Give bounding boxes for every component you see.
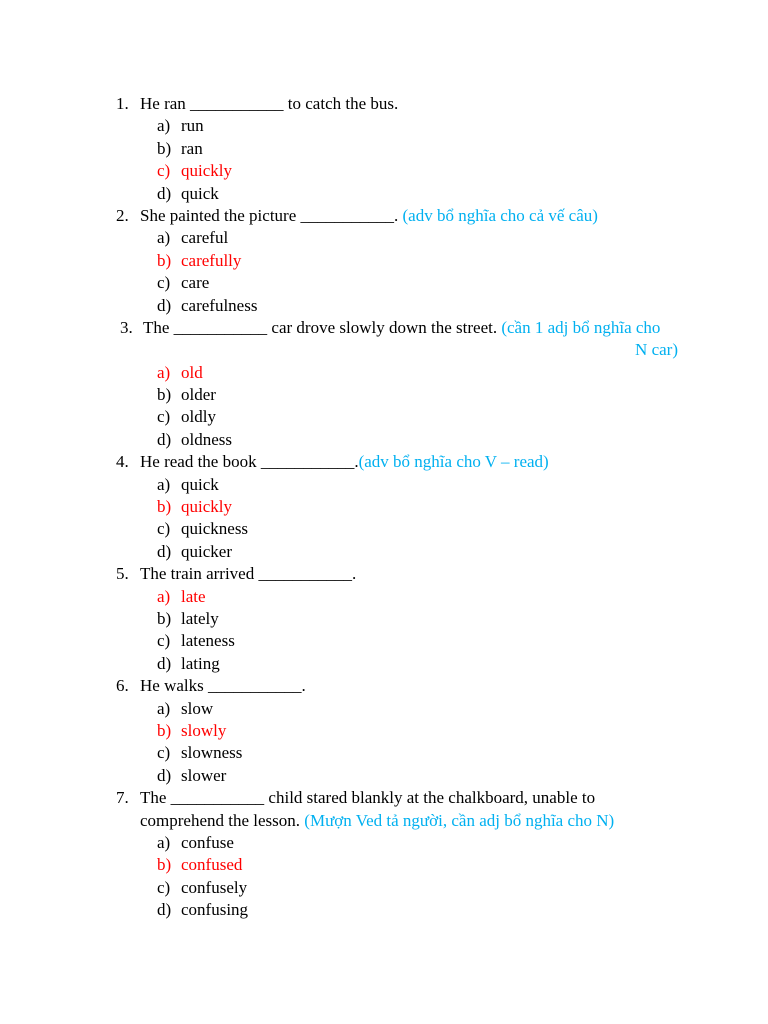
option-text: lating [181, 653, 220, 673]
option-text: older [181, 385, 216, 405]
question-number: 5. [116, 564, 129, 584]
option-text: ran [181, 138, 203, 158]
option-label: b) [157, 608, 172, 628]
option-text: run [181, 116, 204, 136]
question-text: The ___________ child stared blankly at the chalkboard, unable to [140, 788, 596, 808]
option-text: quickness [181, 519, 249, 539]
option-5a-correct [0, 586, 768, 608]
option-label: a) [157, 362, 171, 382]
option-text: confusing [181, 900, 249, 920]
option-text: confused [181, 855, 243, 875]
option-6c [0, 742, 768, 764]
option-2b-correct [0, 250, 768, 272]
question-number: 4. [116, 452, 129, 472]
option-label: b) [157, 138, 172, 158]
grammar-note: (Mượn Ved tả người, cần adj bổ nghĩa cho N) [304, 810, 615, 830]
option-label: c) [157, 407, 171, 427]
option-label: b) [157, 855, 172, 875]
option-label: d) [157, 183, 172, 203]
option-label: b) [157, 720, 172, 740]
question-list [0, 93, 768, 921]
option-text: quick [181, 474, 219, 494]
option-4b-correct [0, 496, 768, 518]
option-label: b) [157, 385, 172, 405]
option-text: quick [181, 183, 219, 203]
option-text: lately [181, 608, 219, 628]
option-label: d) [157, 295, 172, 315]
option-text: quickly [181, 161, 232, 181]
option-1b [0, 138, 768, 160]
option-label: a) [157, 474, 171, 494]
question-number: 3. [120, 317, 133, 337]
option-5b [0, 608, 768, 630]
option-label: d) [157, 429, 172, 449]
option-7d [0, 899, 768, 921]
question-text: He ran ___________ to catch the bus. [140, 94, 399, 113]
option-3d [0, 429, 768, 451]
option-5d [0, 653, 768, 675]
option-text: careful [181, 228, 229, 248]
question-5 [0, 563, 768, 585]
option-5c [0, 630, 768, 652]
option-text: slow [181, 698, 214, 718]
option-2d [0, 295, 768, 317]
grammar-note: (adv bổ nghĩa cho cả vế câu) [402, 205, 598, 225]
option-3a-correct [0, 362, 768, 384]
question-text: He read the book ___________. [140, 452, 359, 472]
option-1a [0, 115, 768, 137]
option-label: d) [157, 653, 172, 673]
option-label: b) [157, 250, 172, 270]
option-7b-correct [0, 854, 768, 876]
option-text: slower [181, 765, 227, 785]
option-label: c) [157, 877, 171, 897]
option-7a [0, 832, 768, 854]
option-label: b) [157, 497, 172, 517]
option-2c [0, 272, 768, 294]
option-label: d) [157, 765, 172, 785]
option-text: confuse [181, 832, 234, 852]
grammar-note-continued: N car) [635, 340, 678, 360]
question-6 [0, 675, 768, 697]
option-label: a) [157, 228, 171, 248]
option-text: slowness [181, 743, 243, 763]
question-text: She painted the picture ___________. [140, 205, 399, 225]
option-text: carefully [181, 250, 242, 270]
question-7 [0, 787, 768, 809]
option-text: old [181, 362, 203, 382]
question-text: He walks ___________. [140, 676, 306, 696]
option-label: c) [157, 743, 171, 763]
option-label: d) [157, 541, 172, 561]
option-label: a) [157, 116, 171, 136]
option-label: a) [157, 586, 171, 606]
option-1d [0, 183, 768, 205]
option-label: a) [157, 698, 171, 718]
option-2a [0, 227, 768, 249]
question-2 [0, 205, 768, 227]
question-3 [0, 317, 768, 339]
question-number: 1. [116, 94, 129, 113]
option-text: lateness [181, 631, 235, 651]
grammar-note: (cần 1 adj bổ nghĩa cho [501, 317, 661, 337]
option-text: quickly [181, 497, 232, 517]
question-7-continued [0, 810, 768, 832]
question-text-continued: comprehend the lesson. [140, 810, 301, 830]
option-4d [0, 541, 768, 563]
option-text: care [181, 273, 210, 293]
option-text: slowly [181, 720, 227, 740]
option-6b-correct [0, 720, 768, 742]
option-7c [0, 877, 768, 899]
option-label: c) [157, 631, 171, 651]
option-label: a) [157, 832, 171, 852]
option-text: oldness [181, 429, 232, 449]
option-3b [0, 384, 768, 406]
question-number: 7. [116, 788, 129, 808]
option-text: confusely [181, 877, 248, 897]
option-6a [0, 698, 768, 720]
grammar-note: (adv bổ nghĩa cho V – read) [358, 452, 549, 472]
option-text: oldly [181, 407, 216, 427]
option-text: quicker [181, 541, 232, 561]
option-4a [0, 474, 768, 496]
option-4c [0, 518, 768, 540]
question-number: 2. [116, 205, 129, 225]
option-label: d) [157, 900, 172, 920]
option-text: carefulness [181, 295, 258, 315]
option-label: c) [157, 161, 171, 181]
option-label: c) [157, 273, 171, 293]
question-number: 6. [116, 676, 129, 696]
question-1 [0, 93, 768, 115]
question-3-continued [0, 339, 768, 361]
question-text: The ___________ car drove slowly down the street. [143, 317, 498, 337]
option-label: c) [157, 519, 171, 539]
option-6d [0, 765, 768, 787]
option-text: late [181, 586, 206, 606]
option-1c-correct [0, 160, 768, 182]
question-4 [0, 451, 768, 473]
option-3c [0, 406, 768, 428]
question-text: The train arrived ___________. [140, 564, 357, 584]
